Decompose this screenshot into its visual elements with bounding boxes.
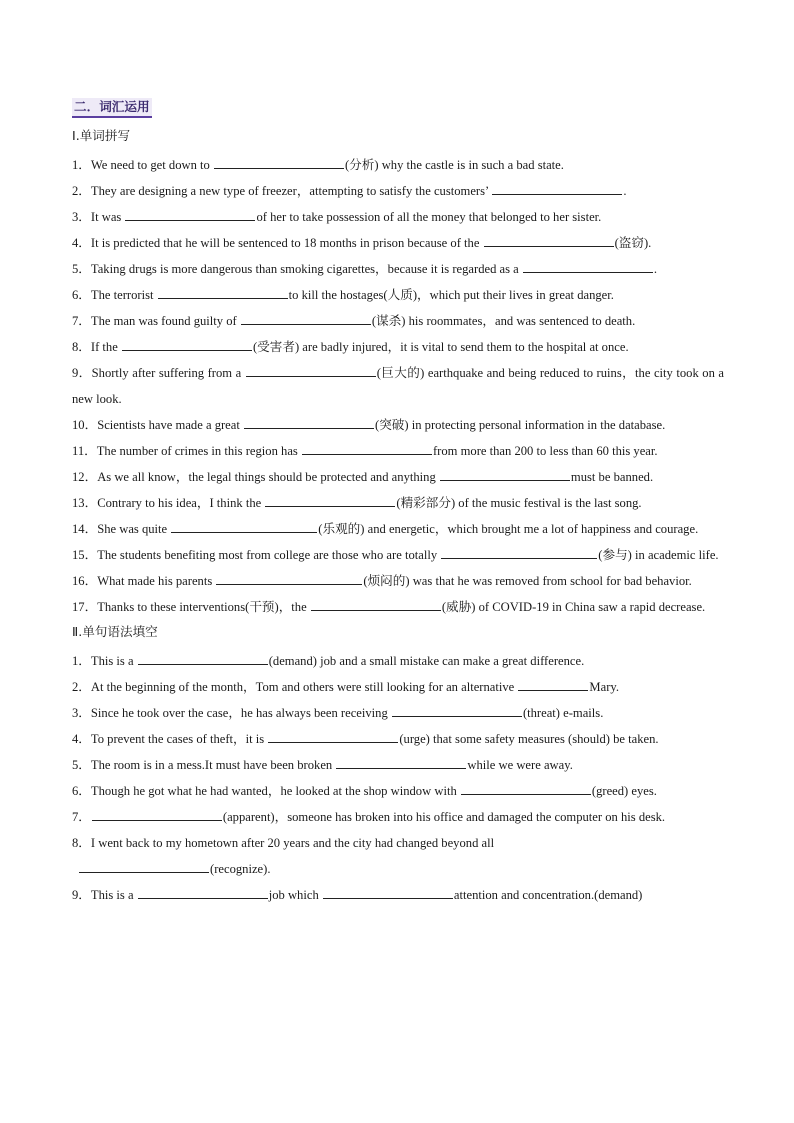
- answer-blank[interactable]: [265, 495, 395, 507]
- answer-blank[interactable]: [79, 861, 209, 873]
- list-item: 6．The terrorist to kill the hostages(人质)，which put their lives in great danger.: [72, 288, 614, 302]
- answer-blank[interactable]: [216, 573, 362, 585]
- list-item: 1．This is a (demand) job and a small mistake can make a great difference.: [72, 654, 585, 668]
- answer-blank[interactable]: [523, 261, 653, 273]
- answer-blank[interactable]: [461, 783, 591, 795]
- section-heading-spelling: Ⅰ.单词拼写: [72, 128, 131, 143]
- list-item: 12．As we all know，the legal things should be protected and anything must be banned.: [72, 470, 654, 484]
- page-title: 二．词汇运用: [72, 98, 152, 118]
- list-item: 14．She was quite (乐观的) and energetic，which brought me a lot of happiness and courage.: [72, 522, 699, 536]
- answer-blank[interactable]: [484, 235, 614, 247]
- answer-blank[interactable]: [492, 183, 622, 195]
- list-item: 8．I went back to my hometown after 20 years and the city had changed beyond all: [72, 836, 495, 850]
- list-item: 15．The students benefiting most from college are those who are totally (参与) in academic life.: [72, 548, 719, 562]
- list-item: 4．It is predicted that he will be sentenced to 18 months in prison because of the (盗窃).: [72, 236, 652, 250]
- answer-blank[interactable]: [246, 365, 376, 377]
- list-item: 3．It was of her to take possession of all the money that belonged to her sister.: [72, 210, 602, 224]
- answer-blank[interactable]: [125, 209, 255, 221]
- answer-blank[interactable]: [440, 469, 570, 481]
- list-item: 17．Thanks to these interventions(干预)，the (威胁) of COVID-19 in China saw a rapid decrease.: [72, 600, 706, 614]
- answer-blank[interactable]: [392, 705, 522, 717]
- answer-blank[interactable]: [214, 157, 344, 169]
- list-item: 5．Taking drugs is more dangerous than smoking cigarettes，because it is regarded as a .: [72, 262, 658, 276]
- answer-blank[interactable]: [138, 653, 268, 665]
- answer-blank[interactable]: [311, 599, 441, 611]
- answer-blank[interactable]: [336, 757, 466, 769]
- answer-blank[interactable]: [244, 417, 374, 429]
- answer-blank[interactable]: [92, 809, 222, 821]
- list-item-continuation: (recognize).: [72, 856, 724, 882]
- answer-blank[interactable]: [241, 313, 371, 325]
- answer-blank[interactable]: [268, 731, 398, 743]
- answer-blank[interactable]: [518, 679, 588, 691]
- list-item: 7． (apparent)，someone has broken into his office and damaged the computer on his desk.: [72, 810, 666, 824]
- list-item: 3．Since he took over the case，he has always been receiving (threat) e-mails.: [72, 706, 604, 720]
- list-item: 9．Shortly after suffering from a (巨大的) earthquake and being reduced to ruins，the city took on a new look.: [72, 366, 724, 406]
- list-item: 13．Contrary to his idea，I think the (精彩部分) of the music festival is the last song.: [72, 496, 642, 510]
- list-item: 1．We need to get down to (分析) why the castle is in such a bad state.: [72, 158, 564, 172]
- list-item: 2．They are designing a new type of freezer，attempting to satisfy the customers’ .: [72, 184, 627, 198]
- list-item: 6．Though he got what he had wanted，he looked at the shop window with (greed) eyes.: [72, 784, 657, 798]
- answer-blank[interactable]: [158, 287, 288, 299]
- list-item: 7．The man was found guilty of (谋杀) his roommates，and was sentenced to death.: [72, 314, 636, 328]
- answer-blank[interactable]: [138, 887, 268, 899]
- answer-blank[interactable]: [171, 521, 317, 533]
- answer-blank[interactable]: [323, 887, 453, 899]
- list-item: 2．At the beginning of the month，Tom and others were still looking for an alternative Mary.: [72, 680, 620, 694]
- list-item: 5．The room is in a mess.It must have been broken while we were away.: [72, 758, 573, 772]
- list-item: 4．To prevent the cases of theft，it is (urge) that some safety measures (should) be taken.: [72, 732, 659, 746]
- section-heading-grammar: Ⅱ.单句语法填空: [72, 624, 158, 639]
- list-item: 10．Scientists have made a great (突破) in protecting personal information in the database.: [72, 418, 666, 432]
- answer-blank[interactable]: [302, 443, 432, 455]
- list-item: 11．The number of crimes in this region has from more than 200 to less than 60 this year.: [72, 444, 658, 458]
- list-item: 8．If the (受害者) are badly injured，it is vital to send them to the hospital at once.: [72, 340, 629, 354]
- list-item: 16．What made his parents (烦闷的) was that he was removed from school for bad behavior.: [72, 574, 692, 588]
- answer-blank[interactable]: [122, 339, 252, 351]
- worksheet-content: [72, 98, 724, 908]
- list-item: 9．This is a job which attention and concentration.(demand): [72, 888, 643, 902]
- answer-blank[interactable]: [441, 547, 597, 559]
